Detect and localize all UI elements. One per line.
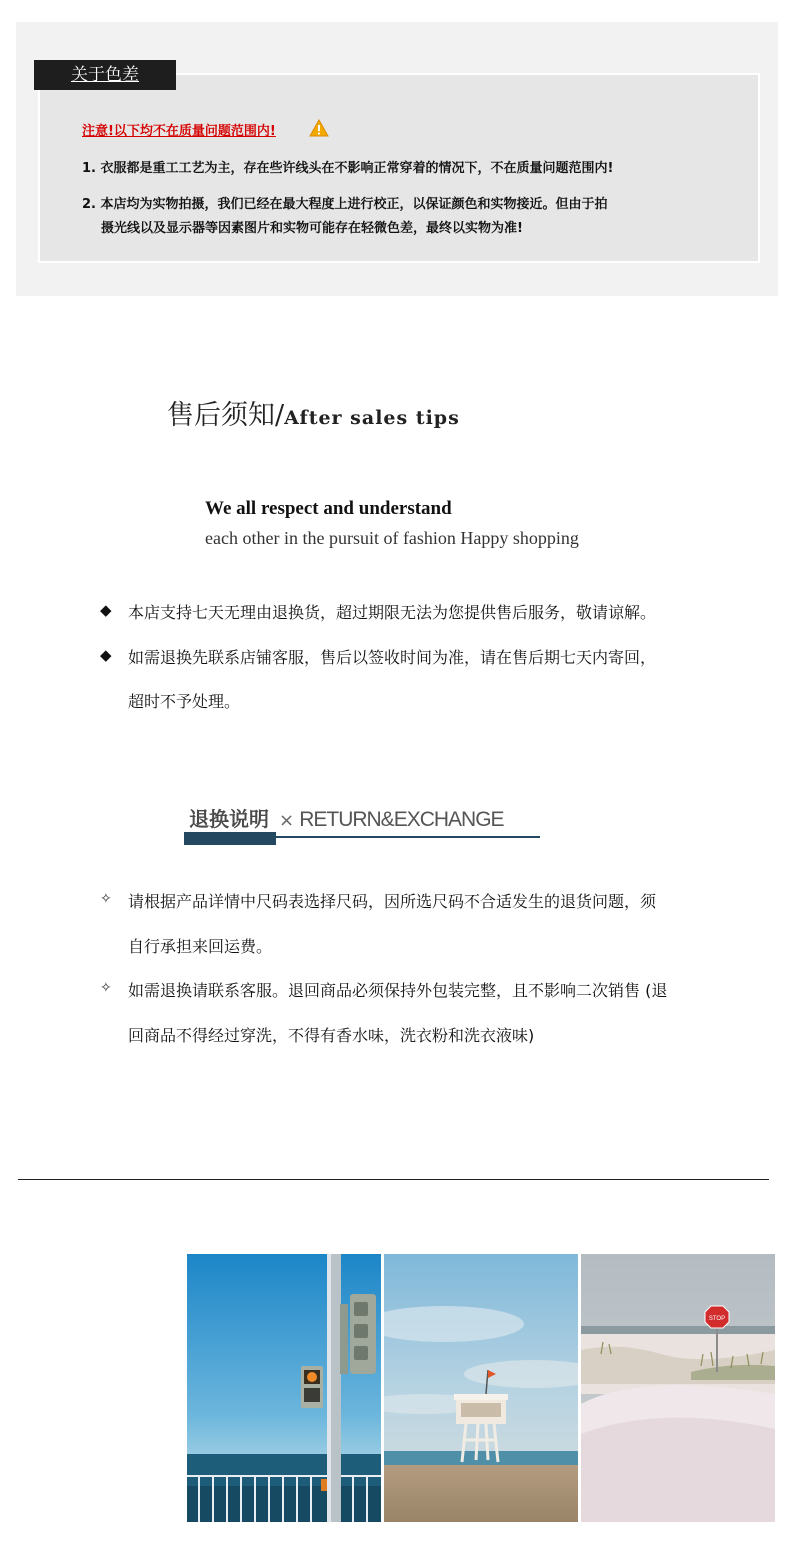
section-divider bbox=[18, 1179, 769, 1180]
sparkle-bullet-icon: ✧ bbox=[100, 980, 112, 996]
notice-warning-text: 注意!以下均不在质量问题范围内! bbox=[82, 124, 276, 139]
return-title-en: RETURN&EXCHANGE bbox=[299, 808, 504, 831]
photo-traffic-light bbox=[187, 1254, 381, 1522]
photo-stop-sign-dunes bbox=[581, 1254, 775, 1522]
return-title-cn: 退换说明 bbox=[189, 807, 269, 831]
notice-line-1: 1. 衣服都是重工工艺为主，存在些许线头在不影响正常穿着的情况下，不在质量问题范围内! bbox=[82, 161, 614, 176]
return-item-2-cont: 回商品不得经过穿洗，不得有香水味，洗衣粉和洗衣液味) bbox=[128, 1026, 535, 1045]
return-title-underline-bar bbox=[184, 832, 276, 845]
respect-line-2: each other in the pursuit of fashion Happy shopping bbox=[205, 528, 579, 548]
return-title-cross: × bbox=[279, 810, 295, 831]
respect-line-1: We all respect and understand bbox=[205, 498, 452, 519]
after-sales-item-2: 如需退换先联系店铺客服，售后以签收时间为准，请在售后期七天内寄回， bbox=[128, 648, 657, 667]
notice-line-2-cont: 摄光线以及显示器等因素图片和实物可能存在轻微色差，最终以实物为准! bbox=[101, 221, 523, 236]
after-sales-item-2-cont: 超时不予处理。 bbox=[128, 692, 241, 711]
return-item-2: 如需退换请联系客服。退回商品必须保持外包装完整，且不影响二次销售 (退 bbox=[128, 981, 668, 1000]
return-exchange-heading bbox=[189, 803, 504, 832]
return-item-1: 请根据产品详情中尺码表选择尺码，因所选尺码不合适发生的退货问题，须 bbox=[128, 892, 657, 911]
after-sales-title-separator: / bbox=[275, 400, 285, 431]
diamond-bullet-icon: ◆ bbox=[100, 601, 112, 619]
photo-lifeguard-tower bbox=[384, 1254, 578, 1522]
sparkle-bullet-icon: ✧ bbox=[100, 891, 112, 907]
return-title-underline bbox=[276, 836, 540, 838]
after-sales-title-cn: 售后须知 bbox=[167, 400, 275, 431]
color-notice-tab: 关于色差 bbox=[34, 60, 176, 90]
return-item-1-cont: 自行承担来回运费。 bbox=[128, 937, 273, 956]
warning-icon bbox=[309, 119, 329, 137]
notice-line-2: 2. 本店均为实物拍摄，我们已经在最大程度上进行校正，以保证颜色和实物接近。但由于拍 bbox=[82, 197, 608, 212]
after-sales-title-en: After sales tips bbox=[284, 407, 460, 429]
diamond-bullet-icon: ◆ bbox=[100, 646, 112, 664]
after-sales-heading bbox=[167, 393, 460, 432]
after-sales-item-1: 本店支持七天无理由退换货，超过期限无法为您提供售后服务，敬请谅解。 bbox=[128, 603, 657, 622]
stop-sign-text: STOP bbox=[708, 1316, 726, 1322]
